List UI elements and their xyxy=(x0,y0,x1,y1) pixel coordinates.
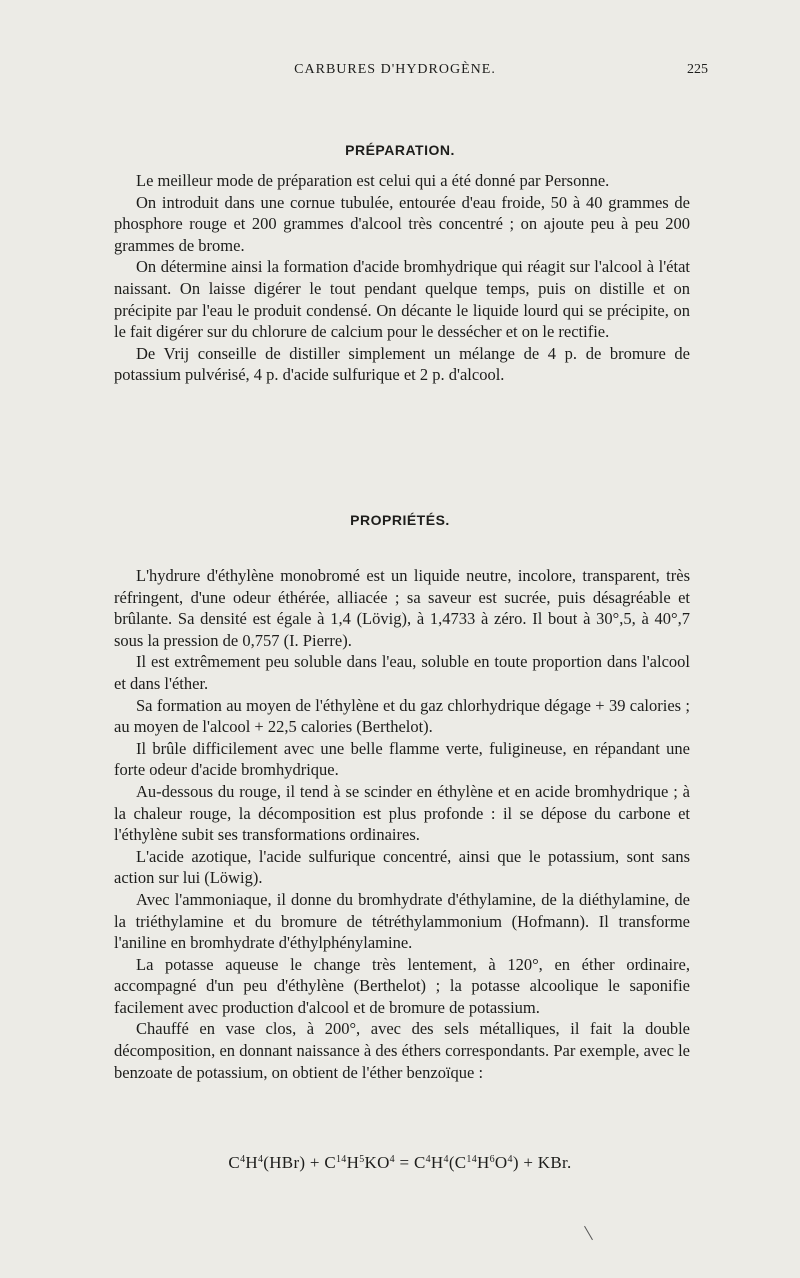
paragraph: Il est extrêmement peu soluble dans l'eau, soluble en toute proportion dans l'alcool et dans l'éther. xyxy=(114,652,690,693)
paragraph: L'acide azotique, l'acide sulfurique concentré, ainsi que le potassium, sont sans action sur lui (Löwig). xyxy=(114,846,690,888)
running-title: CARBURES D'HYDROGÈNE. xyxy=(294,62,496,77)
preparation-text xyxy=(114,170,690,386)
paragraph: Sa formation au moyen de l'éthylène et du gaz chlorhydrique dégage + 39 calories ; au moyen de l'alcool + 22,5 calories (Berthelot). xyxy=(114,695,690,737)
page-number: 225 xyxy=(687,62,708,77)
paragraph: De Vrij conseille de distiller simplement un mélange de 4 p. de bromure de potassium pulvérisé, 4 p. d'acide sulfurique et 2 p. d'alcool. xyxy=(114,343,690,385)
paragraph: On introduit dans une cornue tubulée, entourée d'eau froide, 50 à 40 grammes de phosphore rouge et 200 grammes d'alcool très concentré ; on ajoute peu à peu 200 grammes de brome. xyxy=(114,192,690,255)
paragraph: La potasse aqueuse le change très lentement, à 120°, en éther ordinaire, accompagné d'un peu d'éthylène (Berthelot) ; la potasse alcoolique le saponifie facilement avec production d'alcool et de bromure de potassium. xyxy=(114,954,690,1017)
section-heading-proprietes: PROPRIÉTÉS. xyxy=(350,512,450,528)
section-heading-preparation: PRÉPARATION. xyxy=(345,142,455,158)
paragraph: Avec l'ammoniaque, il donne du bromhydrate d'éthylamine, de la diéthylamine, de la triéthylamine et du bromure de tétréthylammonium (Hofmann). Il transforme l'aniline en bromhydrate d'éthylphénylamine. xyxy=(114,889,690,953)
stray-pen-mark xyxy=(584,1226,593,1240)
paragraph: Chauffé en vase clos, à 200°, avec des sels métalliques, il fait la double décomposition, en donnant naissance à des éthers correspondants. Par exemple, avec le benzoate de potassium, on obtient de l'éther benzoïque : xyxy=(114,1019,690,1082)
proprietes-text xyxy=(114,565,690,1083)
running-header xyxy=(90,62,708,82)
paragraph: Il brûle difficilement avec une belle flamme verte, fuligineuse, en répandant une forte odeur d'acide bromhydrique. xyxy=(114,738,690,780)
paragraph: Le meilleur mode de préparation est celui qui a été donné par Personne. xyxy=(136,171,610,190)
paragraph: L'hydrure d'éthylène monobromé est un liquide neutre, incolore, transparent, très réfringent, d'une odeur éthérée, alliacée ; sa saveur est sucrée, puis désagréable et brûlante. Sa densité est égale à 1,4 (Lövig), à 1,4733 à zéro. Il bout à 30°,5, à 40°,7 sous la pression de 0,757 (I. Pierre). xyxy=(114,566,690,650)
paragraph: Au-dessous du rouge, il tend à se scinder en éthylène et en acide bromhydrique ; à la chaleur rouge, la décomposition est plus profonde : il se dépose du carbone et l'éthylène subit ses transformations ordinaires. xyxy=(114,781,690,845)
chemical-equation: $C^4H^4(HBr) + C^{14}H^5KO^4 = C^4H^4(C^{14}H^6O^4)$ + KBr. xyxy=(228,1153,572,1172)
paragraph: On détermine ainsi la formation d'acide bromhydrique qui réagit sur l'alcool à l'état naissant. On laisse digérer le tout pendant quelque temps, puis on distille et on précipite par l'eau le produit condensé. On décante le liquide lourd qui se précipite, on le fait digérer sur du chlorure de calcium pour le dessécher et on le rectifie. xyxy=(114,257,690,342)
